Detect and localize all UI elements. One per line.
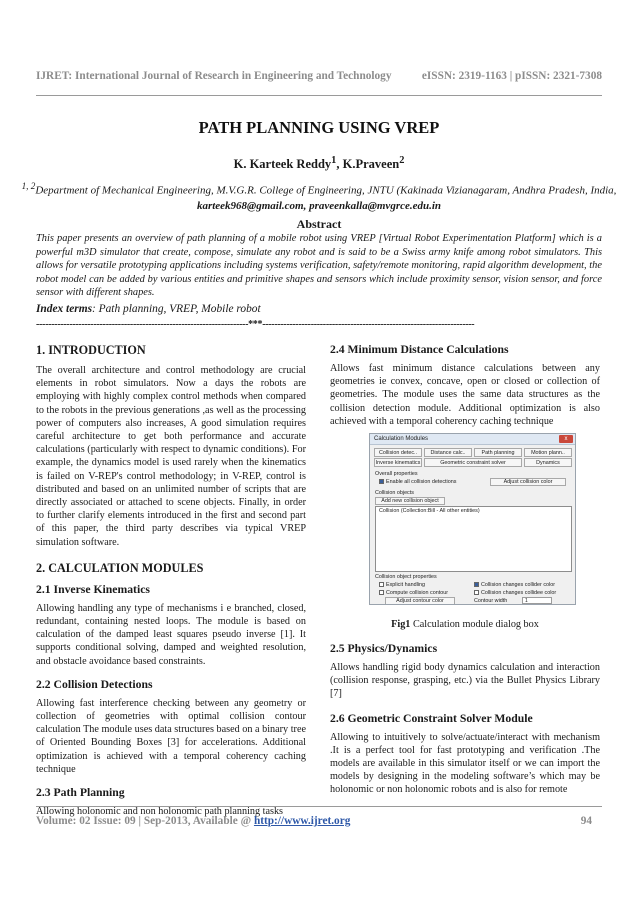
enable-all-label: Enable all collision detections (386, 479, 457, 485)
changes-collider-checkbox[interactable] (474, 582, 555, 588)
section-2-6-heading: 2.6 Geometric Constraint Solver Module (330, 711, 533, 725)
changes-collider-label: Collision changes collider color (481, 582, 556, 588)
left-column (36, 343, 306, 818)
section-2-3-text: Allowing holonomic and non holonomic path planning tasks (36, 806, 284, 818)
index-terms (36, 303, 602, 315)
compute-contour-checkbox[interactable] (379, 590, 448, 596)
author-2-sup: 2 (399, 155, 405, 166)
section-2-heading: 2. CALCULATION MODULES (36, 560, 204, 575)
page-footer (36, 815, 602, 827)
section-2-6-text: Allowing to intuitively to solve/actuate/interact with mechanism .It is a perfect tool for fast prototyping and verification .The models are available in this simulator itself or we can import the models by designing in the modeling software’s which may be holonomic or non holonomic robots and is also for remote (330, 731, 600, 796)
index-terms-label: Index terms (36, 303, 93, 315)
affiliation (16, 179, 622, 214)
changes-collidee-checkbox[interactable] (474, 590, 556, 596)
abstract-text: This paper presents an overview of path planning of a mobile robot using VREP [Virtual Robot Experimentation Platform] which is a powerful m3D simulator that create, compose, simulate any robot and is said to be a Swiss army knife among robot simulators. This allows for versatile prototyping applications including systems verification, safety/remote monitoring, rapid algorithm development, the robot model can be added by various entities and primitive shapes and sensors which include proximity sensor, vision sensor, and force sensor with different shapes. (36, 233, 602, 299)
section-2-2-text: Allowing fast interference checking between any geometry or collection of geometries with optimal collision contour calculation The module uses data structures based on a binary tree of Oriented Bounding Boxes [3] for accelerations. Additional optimization is achieved with a temporal coherency caching technique (36, 697, 306, 775)
tab-distance-calculation[interactable]: Distance calc.. (424, 448, 472, 457)
tab-inverse-kinematics[interactable]: Inverse kinematics (375, 460, 421, 466)
author-1: K. Karteek Reddy (233, 157, 332, 172)
collision-object-properties-label: Collision object properties (375, 574, 437, 580)
tab-dynamics[interactable]: Dynamics (524, 458, 572, 467)
checkbox-checked-icon (474, 582, 479, 587)
affiliation-sup: 1, 2 (21, 181, 36, 191)
collision-object-list[interactable] (375, 506, 572, 572)
checkbox-checked-icon (379, 479, 384, 484)
tab-collision-detection[interactable]: Collision detec.. (374, 448, 422, 457)
overall-properties-label: Overall properties (375, 471, 418, 477)
footer-text: Volume: 02 Issue: 09 | Sep-2013, Available @ (36, 815, 254, 827)
journal-name: IJRET: International Journal of Research in Engineering and Technology (36, 70, 392, 82)
paper-title: PATH PLANNING USING VREP (198, 118, 440, 137)
section-2-4-text: Allows fast minimum distance calculations between any geometries ie convex, concave, open or closed or collection of geometries. The module uses the same data structures as the collision detection module. Additional optimization is also achieved with a temporal coherency caching technique (330, 363, 600, 427)
tab-path-planning[interactable]: Path planning (474, 448, 522, 457)
figure-caption (330, 619, 600, 630)
figure-caption-label: Fig1 (391, 619, 411, 630)
contour-width-label: Contour width (474, 598, 508, 604)
abstract-heading: Abstract (296, 217, 342, 231)
section-1-text: The overall architecture and control methodology are crucial elements in robot simulators. Now a days the robots are employing with highly complex control methods when compared to the robots in the previous generations ,as well as the processing power of computers also increases, A good simulation requires careful architecture to get both performance and accurate calculations (particularly with respect to dynamic conditions). For example, the dynamics model is used rarely when the kinematics is failed on V-REP's control methodology; in V-REP, control is distributed and based on an unlimited number of scripts that are directly associated or attached to scene objects. Finally, in order to further clarify elements introduced in the first and second part of this paper, the third party describes via typical VREP simulation software. (36, 365, 306, 548)
section-1-heading: 1. INTRODUCTION (36, 343, 146, 357)
explicit-handling-label: Explicit handling (386, 582, 425, 588)
adjust-contour-color-button[interactable]: Adjust contour color (385, 597, 455, 605)
explicit-handling-checkbox[interactable] (379, 582, 425, 588)
section-2-5-text: Allows handling rigid body dynamics calculation and interaction (collision response, grasping, etc.) via the Bullet Physics Library [7] (330, 662, 600, 700)
right-column-bottom (330, 642, 600, 797)
collision-objects-label: Collision objects (375, 490, 414, 496)
issn: eISSN: 2319-1163 | pISSN: 2321-7308 (421, 70, 602, 82)
checkbox-icon (379, 590, 384, 595)
calculation-modules-dialog (369, 433, 576, 605)
figure-caption-text: Calculation module dialog box (410, 619, 539, 630)
right-column-top (330, 343, 600, 428)
footer-rule (36, 806, 602, 807)
page-number: 94 (580, 815, 592, 827)
authors (36, 155, 602, 172)
checkbox-icon (474, 590, 479, 595)
compute-contour-label: Compute collision contour (386, 590, 449, 596)
section-2-4-heading: 2.4 Minimum Distance Calculations (330, 343, 509, 356)
section-2-2-heading: 2.2 Collision Detections (36, 677, 153, 691)
dialog-titlebar (370, 434, 575, 445)
index-terms-text: : Path planning, VREP, Mobile robot (92, 303, 261, 315)
author-separator: , (336, 157, 343, 172)
header-rule (36, 95, 602, 96)
section-2-1-text: Allowing handling any type of mechanisms i e branched, closed, redundant, containing nested loops. The module is based on calculation of the damped least squares pseudo inverse [1]. It supports conditional solving, damped and weighted resolution, and obstacle avoidance based constraints. (36, 602, 306, 667)
tab-motion-planning[interactable]: Motion plann.. (524, 448, 572, 457)
section-2-3-heading: 2.3 Path Planning (36, 786, 125, 800)
author-2: K.Praveen (342, 157, 400, 172)
journal-link[interactable]: http://www.ijret.org (253, 815, 351, 827)
checkbox-icon (379, 582, 384, 587)
author-1-sup: 1 (331, 155, 337, 166)
dialog-title: Calculation Modules (374, 436, 429, 442)
tab-geometric-constraint-solver[interactable]: Geometric constraint solver (424, 458, 522, 467)
affiliation-text: Department of Mechanical Engineering, M.V.G.R. College of Engineering, JNTU (Kakinada Vizianagaram, Andhra Pradesh, India, (35, 184, 617, 197)
adjust-collision-color-button[interactable]: Adjust collision color (490, 478, 566, 486)
enable-all-checkbox[interactable] (379, 479, 456, 485)
close-icon[interactable]: x (559, 435, 573, 443)
add-collision-object-button[interactable]: Add new collision object (375, 497, 445, 505)
list-item[interactable]: Collision (Collection:Bill - All other entities) (379, 508, 480, 514)
changes-collidee-label: Collision changes collidee color (481, 590, 557, 596)
section-2-1-heading: 2.1 Inverse Kinematics (36, 582, 150, 596)
contour-width-input[interactable]: 1 (522, 597, 552, 604)
author-emails[interactable]: karteek968@gmail.com, praveenkalla@mvgrce.edu.in (196, 199, 442, 212)
section-divider: ----------------------------------------------------------------------***---------------------------------------------------------------------- (36, 319, 475, 330)
section-2-5-heading: 2.5 Physics/Dynamics (330, 642, 438, 655)
